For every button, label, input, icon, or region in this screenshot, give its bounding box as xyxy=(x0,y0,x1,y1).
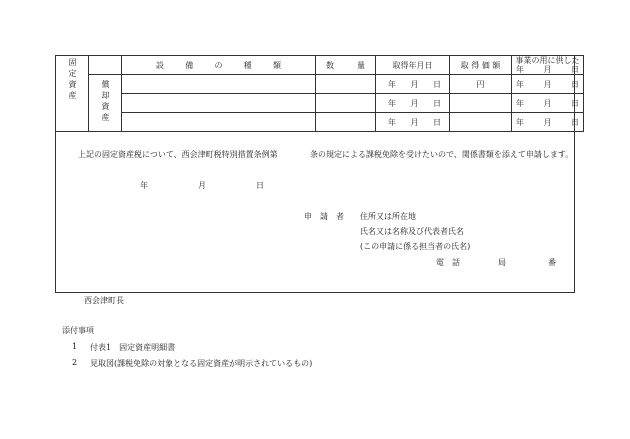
jigyo-cell[interactable]: 年 月 日 xyxy=(512,75,584,94)
koteishisan-cell xyxy=(56,56,89,132)
date-month: 月 xyxy=(198,181,206,190)
shokyakushisan-cell xyxy=(89,75,122,132)
address-label: 住所又は所在地 xyxy=(360,212,416,221)
attachment-num: 1 xyxy=(72,342,78,351)
shutoku-cell[interactable]: 年 月 日 xyxy=(376,94,450,113)
kagaku-cell[interactable] xyxy=(450,75,512,94)
jigyo-header: 事業の用に供した 年 月 日 xyxy=(512,56,584,75)
setsubi-cell[interactable] xyxy=(122,113,316,132)
shutoku-cell[interactable]: 年 月 日 xyxy=(376,113,450,132)
attachment-item: 見取図(課税免除の対象となる固定資産が明示されているもの) xyxy=(90,359,313,368)
suryo-cell[interactable] xyxy=(316,94,376,113)
attachments-heading: 添付事項 xyxy=(62,326,94,335)
kagaku-header: 取 得 価 額 xyxy=(450,56,512,75)
request-text-b: 条の規定による課税免除を受けたいので、関係書類を添えて申請します。 xyxy=(310,150,574,159)
suryo-cell[interactable] xyxy=(316,113,376,132)
name-label: 氏名又は名称及び代表者氏名 xyxy=(360,227,464,236)
setsubi-cell[interactable] xyxy=(122,94,316,113)
suryo-header: 数 量 xyxy=(316,56,376,75)
phone-ban: 番 xyxy=(548,258,556,267)
jigyo-cell[interactable]: 年 月 日 xyxy=(512,113,584,132)
phone-kyoku: 局 xyxy=(498,258,506,267)
setsubi-header: 設 備 の 種 類 xyxy=(122,56,316,75)
yen-unit: 円 xyxy=(476,79,485,89)
blank-header-cell xyxy=(89,56,122,75)
kagaku-cell[interactable] xyxy=(450,113,512,132)
attachment-item: 付表1 固定資産明細書 xyxy=(90,343,176,352)
asset-table xyxy=(55,55,584,132)
jigyo-cell[interactable]: 年 月 日 xyxy=(512,94,584,113)
shutoku-cell[interactable]: 年 月 日 xyxy=(376,75,450,94)
applicant-label: 申 請 者 xyxy=(304,212,344,221)
attachment-num: 2 xyxy=(72,358,78,367)
mayor-label: 西会津町長 xyxy=(84,296,124,305)
kagaku-cell[interactable] xyxy=(450,94,512,113)
phone-label: 電 話 xyxy=(436,258,460,267)
shokyakushisan-label: 償却資産 xyxy=(101,80,110,124)
suryo-cell[interactable] xyxy=(316,75,376,94)
date-day: 日 xyxy=(256,181,264,190)
contact-label: (この申請に係る担当者の氏名) xyxy=(360,242,471,251)
koteishisan-label: 固定資産 xyxy=(68,58,77,102)
date-year: 年 xyxy=(140,181,148,190)
setsubi-cell[interactable] xyxy=(122,75,316,94)
request-text-a: 上記の固定資産税について、西会津町税特別措置条例第 xyxy=(78,150,278,159)
shutoku-header: 取得年月日 xyxy=(376,56,450,75)
